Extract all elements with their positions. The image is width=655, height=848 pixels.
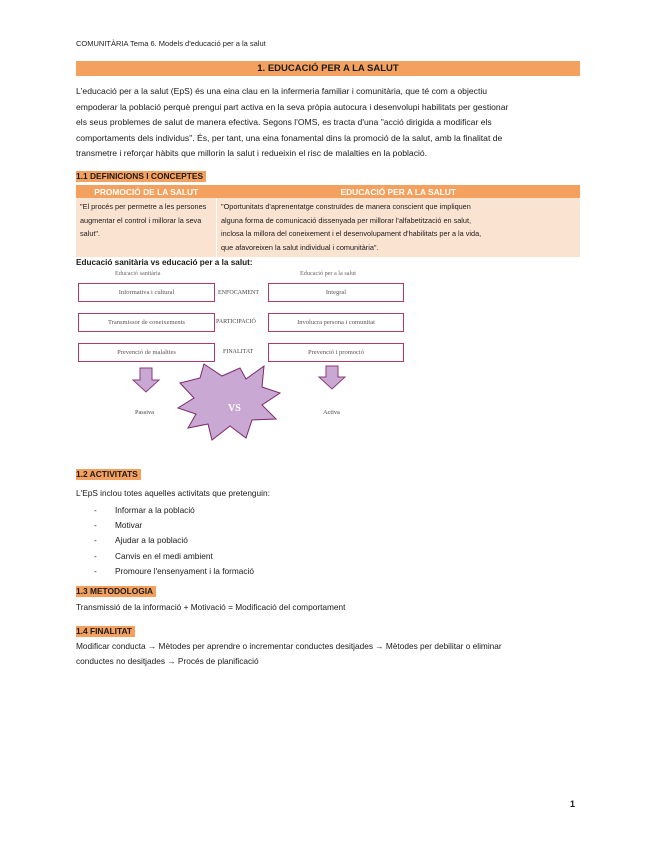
intro-line: els seus problemes de salut de manera efectiva. Segons l'OMS, es tracta d'una "acció dirigida a modificar els: [76, 117, 492, 127]
vs-star-shape: [178, 364, 280, 440]
left-down-arrow: [133, 368, 159, 392]
page-number: 1: [570, 799, 576, 809]
purpose-heading: 1.4 FINALITAT: [76, 626, 135, 637]
intro-line: L'educació per a la salut (EpS) és una eina clau en la infermeria familiar i comunitària, que té com a objectiu: [76, 86, 488, 96]
activities-intro: L'EpS inclou totes aquelles activitats que pretenguin:: [76, 488, 270, 498]
right-box-participation: Involucra persona i comunitat: [268, 313, 404, 332]
list-item: - Canvis en el medi ambient: [94, 549, 254, 564]
list-item: - Ajudar a la població: [94, 533, 254, 548]
list-item: - Motivar: [94, 518, 254, 533]
col-header-promotion: PROMOCIÓ DE LA SALUT: [76, 185, 217, 198]
def-line: "El procés per permetre a les persones: [80, 202, 207, 211]
section-title: 1. EDUCACIÓ PER A LA SALUT: [76, 61, 580, 76]
intro-line: empoderar la població perquè prengui part activa en la seva pròpia autocura i desenvolupi habilitats per gestionar: [76, 101, 509, 112]
left-box-participation: Transmissor de coneixements: [78, 313, 215, 332]
running-header: COMUNITÀRIA Tema 6. Models d'educació per a la salut: [76, 39, 266, 48]
def-line: que afavoreixen la salut individual i comunitària".: [221, 242, 379, 252]
row-label-purpose: FINALITAT: [223, 349, 254, 355]
right-box-approach: Integral: [268, 283, 404, 302]
def-line: inclosa la millora del coneixement i el desenvolupament d'habilitats per a la vida,: [221, 229, 482, 238]
col-header-education: EDUCACIÓ PER A LA SALUT: [217, 185, 581, 198]
activities-list: [94, 503, 254, 579]
right-column-title: Educació per a la salut: [300, 270, 357, 277]
purpose-line-2: conductes no desitjades → Procés de planificació: [76, 656, 259, 666]
active-label: Activa: [323, 409, 340, 416]
diagram-caption: Educació sanitària vs educació per a la salut:: [76, 258, 253, 267]
methodology-heading: 1.3 METODOLOGIA: [76, 586, 156, 597]
right-down-arrow: [319, 366, 345, 389]
def-line: alguna forma de comunicació dissenyada per millorar l'alfabetització en salut,: [221, 215, 472, 225]
def-line: augmentar el control i millorar la seva: [80, 215, 202, 225]
def-line: salut".: [80, 229, 101, 238]
left-box-purpose: Prevenció de malalties: [78, 343, 215, 362]
intro-line: transmetre i reforçar hàbits que millorin la salut i redueixin el risc de malalties en la població.: [76, 148, 428, 158]
right-box-purpose: Prevenció i promoció: [268, 343, 404, 362]
intro-line: comportaments dels individus". És, per tant, una eina fonamental dins la promoció de la salut, amb la finalitat de: [76, 132, 503, 143]
list-item: - Promoure l'ensenyament i la formació: [94, 564, 254, 579]
activities-heading: 1.2 ACTIVITATS: [76, 469, 141, 480]
row-label-approach: ENFOCAMENT: [218, 290, 260, 296]
passive-label: Passiva: [135, 409, 154, 416]
purpose-line-1: Modificar conducta → Mètodes per aprendre o incrementar conductes desitjades → Mètodes per debilitar o eliminar: [76, 641, 502, 651]
methodology-text: Transmissió de la informació + Motivació = Modificació del comportament: [76, 602, 346, 612]
def-line: "Oportunitats d'aprenentatge construïdes de manera conscient que impliquen: [221, 202, 471, 211]
row-label-participation: PARTICIPACIÓ: [216, 319, 256, 325]
left-box-approach: Informativa i cultural: [78, 283, 215, 302]
list-item: - Informar a la població: [94, 503, 254, 518]
definitions-heading: 1.1 DEFINICIONS I CONCEPTES: [76, 171, 206, 182]
vs-label: VS: [228, 403, 241, 414]
left-column-title: Educació sanitària: [115, 270, 161, 277]
